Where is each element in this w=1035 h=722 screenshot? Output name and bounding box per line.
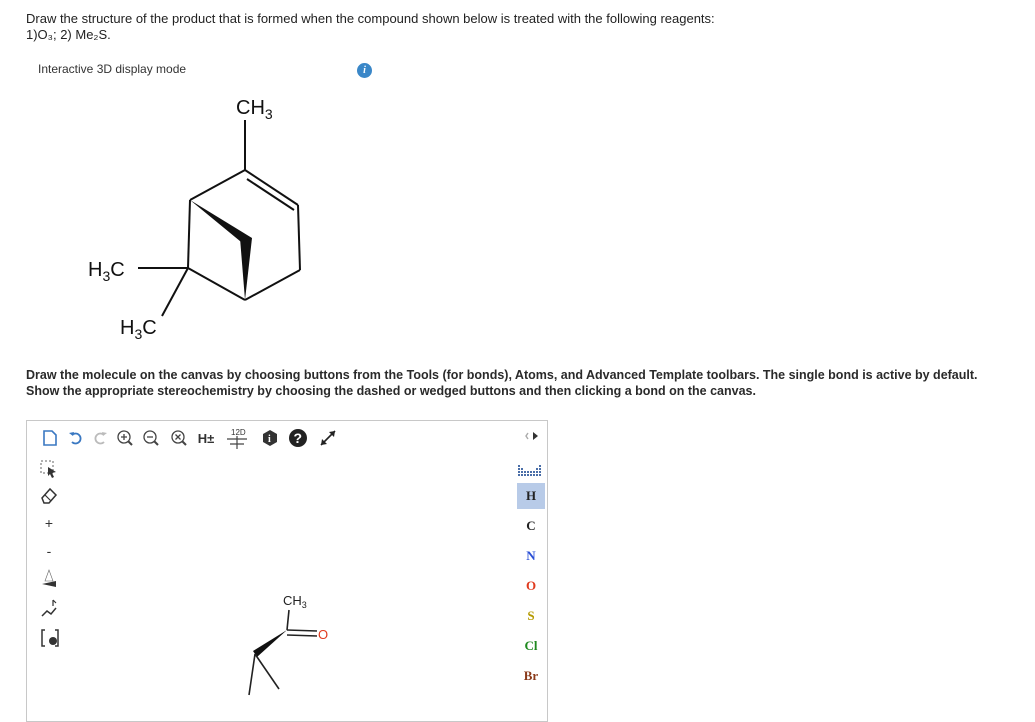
svg-text:CH3 [236,97,273,122]
info-icon[interactable]: i [357,63,372,78]
canvas-bond-double-2 [287,635,317,636]
wedge-bond [240,238,252,300]
h3c-bottom-h: H [120,317,135,339]
decrease-charge-button[interactable]: - [46,543,52,559]
h3c-bottom-sub: 3 [134,326,143,342]
info-button[interactable] [261,429,279,447]
instructions [26,367,978,399]
zoom-reset-icon[interactable] [169,428,189,448]
canvas-ch3-sub: 3 [301,600,307,610]
atom-h-button[interactable]: H [517,483,545,509]
undo-icon[interactable] [67,429,85,447]
atom-o-button[interactable]: O [525,578,537,593]
bond [190,170,245,200]
h3c-left-c: C [110,259,125,281]
chain-tool-icon[interactable] [39,597,59,619]
bond [298,205,300,270]
periodic-table-icon[interactable] [515,459,545,481]
editor-top-toolbar [27,421,507,455]
bond [188,200,190,268]
h-toggle-button[interactable]: H± [197,430,215,446]
instructions-line-2: Show the appropriate stereochemistry by choosing the dashed or wedged buttons and then clicking a bond on the canvas. [26,384,756,398]
clean-2d-label: 12D [231,428,246,437]
help-button-label: ? [293,430,303,446]
canvas-o-label: O [318,627,329,642]
info-button-label: i [268,434,271,445]
compound-structure [80,88,360,353]
canvas-bond-double-1 [287,630,317,631]
help-button[interactable] [287,428,309,448]
editor-left-toolbar [27,455,63,721]
bond [245,270,300,300]
interactive-3d-mode-link[interactable]: Interactive 3D display mode [38,62,187,76]
canvas-ch3-label [283,593,307,610]
double-bond-inner [247,179,294,210]
fullscreen-icon[interactable] [317,428,339,448]
svg-text:H3C [88,259,125,284]
bond-methyl-down [162,268,188,316]
h3c-bottom-c: C [142,317,157,339]
atoms-toolbar [507,421,547,721]
atom-c-button[interactable]: C [526,518,536,533]
new-document-icon[interactable] [41,429,59,447]
svg-text:H3C [120,317,157,342]
bond [245,170,298,205]
ch3-top-c: CH [236,97,265,119]
eraser-icon[interactable] [39,485,59,505]
atom-cl-button[interactable]: Cl [524,638,538,653]
atom-s-button[interactable]: S [527,608,535,623]
h3c-left-h: H [88,259,103,281]
question-line-2: 1)O₃; 2) Me₂S. [26,27,111,42]
atom-br-button[interactable]: Br [523,668,539,683]
template-bracket-icon[interactable] [39,627,61,649]
canvas-bond [255,654,279,689]
instructions-line-1: Draw the molecule on the canvas by choosing buttons from the Tools (for bonds), Atoms, and Advanced Template toolbars. The single bond is active by default. [26,368,978,382]
canvas-ch3-c: CH [283,593,302,608]
zoom-out-icon[interactable] [141,428,161,448]
question-line-1: Draw the structure of the product that is formed when the compound shown below is treated with the following reagents: [26,11,715,26]
ch3-top-sub: 3 [264,106,273,122]
zoom-in-icon[interactable] [115,428,135,448]
bond [188,268,245,300]
clean-2d-button[interactable] [223,425,251,451]
atom-n-button[interactable]: N [526,548,536,563]
question-text [26,11,715,43]
drawing-canvas[interactable] [63,455,507,721]
select-tool-icon[interactable] [39,459,59,479]
canvas-wedge-bond [253,630,287,657]
atoms-expand-icon[interactable] [525,427,539,445]
increase-charge-button[interactable]: + [44,515,54,531]
h3c-left-sub: 3 [102,268,111,284]
canvas-bond [287,610,289,630]
redo-icon[interactable] [91,429,109,447]
single-bond-wedge-icon[interactable] [39,569,59,591]
molecule-editor [26,420,548,722]
